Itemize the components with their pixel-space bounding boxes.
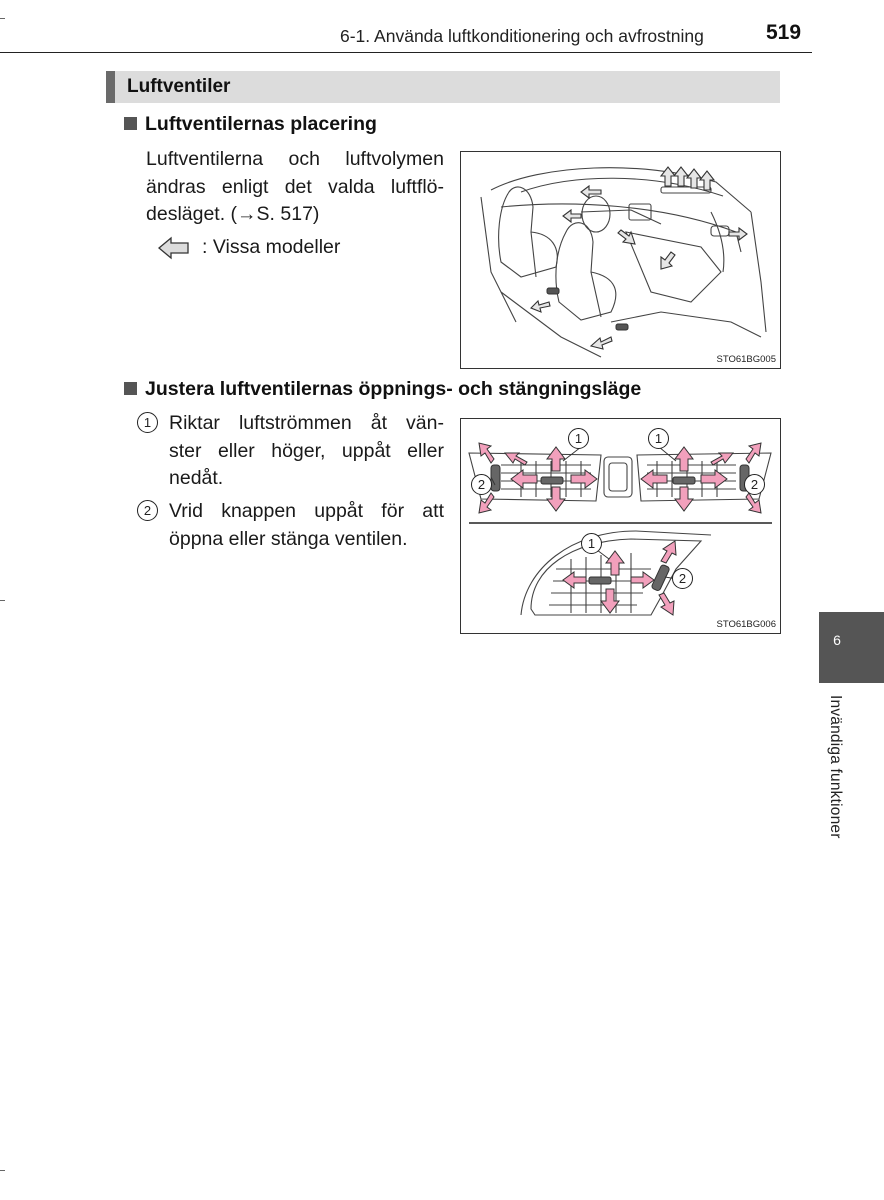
paragraph-line: Riktar luftströmmen åt vän- — [169, 412, 444, 434]
chapter-title: 6-1. Använda luftkonditionering och avfrostning — [340, 26, 704, 46]
vent-adjust-illustration — [461, 419, 780, 633]
section-title: Luftventiler — [127, 76, 231, 97]
header-rule — [0, 52, 812, 53]
paragraph-line: desläget. (→S. 517) — [146, 203, 320, 225]
bullet-square-icon — [124, 382, 137, 395]
crop-mark — [0, 600, 5, 601]
callout-2: 2 — [672, 568, 693, 589]
step-marker-1: 1 — [137, 412, 158, 433]
chapter-tab-number: 6 — [833, 632, 841, 648]
left-arrow-legend-icon — [157, 236, 191, 260]
vent-location-figure — [460, 151, 781, 369]
paragraph-line: Luftventilerna och luftvolymen — [146, 148, 444, 170]
vent-adjust-figure — [460, 418, 781, 634]
placement-paragraph — [146, 146, 444, 229]
placement-heading — [124, 113, 377, 136]
bullet-square-icon — [124, 117, 137, 130]
adjust-item-1 — [169, 410, 444, 493]
paragraph-line: nedåt. — [169, 467, 224, 489]
callout-1: 1 — [568, 428, 589, 449]
figure-id: STO61BG006 — [716, 619, 776, 630]
paragraph-line: Vrid knappen uppåt för att — [169, 500, 444, 522]
crop-mark — [0, 18, 5, 19]
callout-2: 2 — [471, 474, 492, 495]
adjust-item-2 — [169, 498, 444, 553]
paragraph-line: öppna eller stänga ventilen. — [169, 527, 408, 550]
paragraph-line: ändras enligt det valda luftflö- — [146, 175, 444, 198]
step-marker-2: 2 — [137, 500, 158, 521]
callout-2: 2 — [744, 474, 765, 495]
paragraph-line: ster eller höger, uppåt eller — [169, 439, 444, 462]
crop-mark — [0, 1170, 5, 1171]
chapter-tab-label: Invändiga funktioner — [827, 695, 844, 839]
callout-1: 1 — [581, 533, 602, 554]
figure-id: STO61BG005 — [716, 354, 776, 365]
section-header — [106, 71, 780, 103]
page-number: 519 — [766, 21, 802, 44]
placement-heading-text: Luftventilernas placering — [145, 113, 377, 135]
callout-1: 1 — [648, 428, 669, 449]
chapter-tab — [819, 612, 884, 683]
adjust-heading — [124, 378, 641, 401]
car-interior-illustration — [461, 152, 780, 368]
legend-text: : Vissa modeller — [202, 236, 341, 258]
adjust-heading-text: Justera luftventilernas öppnings- och stängningsläge — [145, 378, 642, 400]
